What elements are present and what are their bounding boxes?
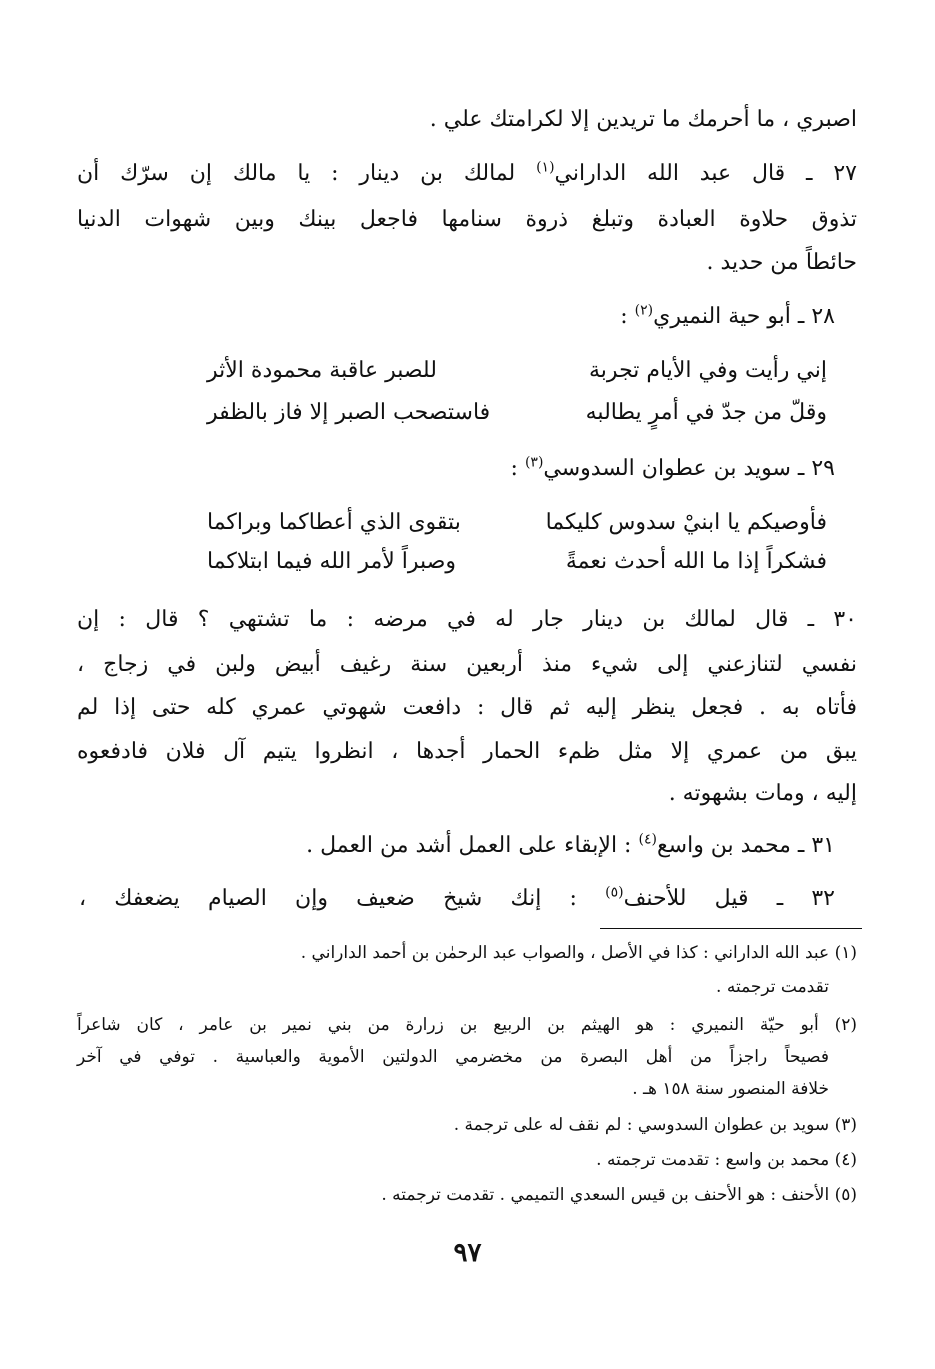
- entry-lead: ٢٨ ـ أبو حية النميري: [653, 304, 835, 329]
- verse-first-hemistich: فأوصيكم يا ابنيْ سدوس كليكما: [545, 510, 827, 535]
- footnote-2: (٢) أبو حيّة النميري : هو الهيثم بن الربيع بن زرارة من بني نمير بن عامر ، كان شاعراً: [77, 1015, 857, 1035]
- paragraph-30-line: نفسي لتنازعني إلى شيء منذ أربعين سنة رغيف أبيض ولبن في زجاج ،: [77, 652, 857, 677]
- entry-31-line: [55, 829, 835, 863]
- paragraph-30-line: فأتاه به . فجعل ينظر إليه ثم قال : دافعت شهوتي عمري كله حتى إذا لم: [77, 695, 857, 720]
- footnote-3: (٣) سويد بن عطوان السدوسي : لم نقف له على ترجمة .: [453, 1115, 857, 1135]
- footnote-ref: (٥): [605, 884, 624, 901]
- colon: :: [620, 304, 628, 329]
- verse-second-hemistich: بتقوى الذي أعطاكما وبراكما: [207, 510, 461, 535]
- verse-line: [207, 396, 827, 430]
- entry-text: : الإبقاء على العمل أشد من العمل .: [306, 833, 632, 858]
- entry-lead: ٢٧ ـ قال عبد الله الداراني: [554, 161, 857, 186]
- footnote-2-continued: فصيحاً راجزاً من أهل البصرة من مخضرمي الدولتين الأموية والعباسية . توفي في آخر: [77, 1047, 829, 1067]
- verse-first-hemistich: إني رأيت وفي الأيام تجربة: [589, 358, 827, 383]
- verse-first-hemistich: فشكراً إذا ما الله أحدث نعمةً: [565, 549, 827, 574]
- footnote-1-continued: تقدمت ترجمته .: [716, 977, 829, 997]
- footnote-5: (٥) الأحنف : هو الأحنف بن قيس السعدي التميمي . تقدمت ترجمته .: [381, 1185, 857, 1205]
- paragraph-30-line: يبق من عمري إلا مثل ظمء الحمار أجدها ، انظروا يتيم آل فلان فادفعوه: [77, 739, 857, 764]
- paragraph-27-line: [77, 157, 857, 191]
- footnote-ref: (٤): [638, 831, 657, 848]
- page-number: ٩٧: [453, 1238, 482, 1268]
- entry-29-heading: [55, 452, 835, 486]
- verse-second-hemistich: فاستصحب الصبر إلا فاز بالظفر: [207, 400, 491, 425]
- verse-first-hemistich: وقلّ من جدّ في أمرٍ يطالبه: [585, 400, 827, 425]
- verse-line: [207, 506, 827, 540]
- paragraph-27-line: تذوق حلاوة العبادة وتبلغ ذروة سنامها فاجعل بينك وبين شهوات الدنيا: [77, 207, 857, 232]
- entry-text: : إنك شيخ ضعيف وإن الصيام يضعفك ،: [79, 886, 577, 911]
- verse-second-hemistich: للصبر عاقبة محمودة الأثر: [207, 358, 437, 383]
- verse-second-hemistich: وصبراً لأمر الله فيما ابتلاكما: [207, 549, 457, 574]
- footnote-ref: (١): [536, 159, 555, 176]
- colon: :: [510, 456, 518, 481]
- footnote-4: (٤) محمد بن واسع : تقدمت ترجمته .: [596, 1150, 857, 1170]
- entry-lead: ٢٩ ـ سويد بن عطوان السدوسي: [543, 456, 835, 481]
- footnote-1: (١) عبد الله الداراني : كذا في الأصل ، والصواب عبد الرحمٰن بن أحمد الداراني .: [300, 943, 857, 963]
- footnote-2-continued: خلافة المنصور سنة ١٥٨ هـ .: [632, 1079, 829, 1099]
- paragraph-27-line: حائطاً من حديد .: [706, 250, 857, 275]
- paragraph-30-line: ٣٠ ـ قال لمالك بن دينار جار له في مرضه : ما تشتهي ؟ قال : إن: [77, 607, 857, 632]
- footnote-ref: (٢): [634, 302, 654, 319]
- footnote-separator: [600, 928, 862, 929]
- verse-line: [207, 354, 827, 388]
- text-line: اصبري ، ما أحرمك ما تريدين إلا لكرامتك علي .: [429, 107, 857, 132]
- verse-line: [207, 545, 827, 579]
- entry-text: لمالك بن دينار : يا مالك إن سرّك أن: [77, 161, 516, 186]
- entry-lead: ٣١ ـ محمد بن واسع: [656, 833, 835, 858]
- paragraph-30-line: إليه ، ومات بشهوته .: [668, 781, 857, 806]
- entry-28-heading: [55, 300, 835, 334]
- footnote-ref: (٣): [524, 454, 544, 471]
- entry-lead: ٣٢ ـ قيل للأحنف: [623, 886, 835, 911]
- entry-32-line: [79, 882, 835, 916]
